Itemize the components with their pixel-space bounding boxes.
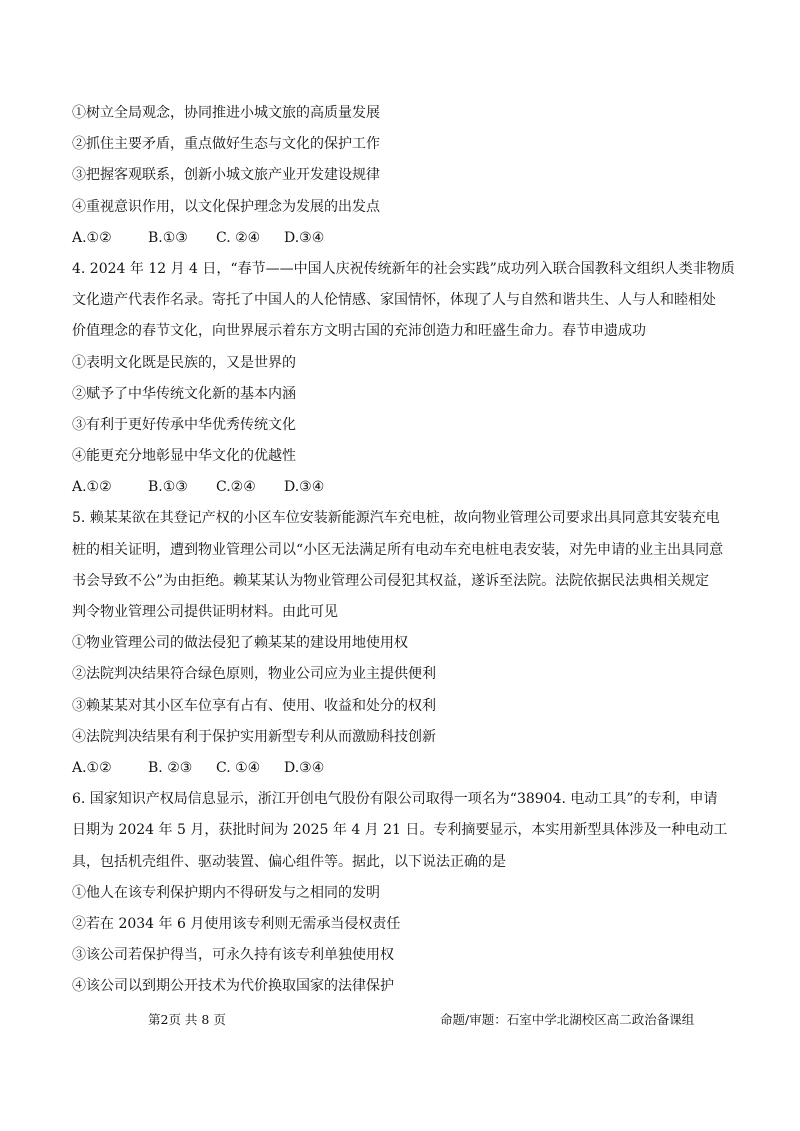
author-credit: 命题/审题：石室中学北湖校区高二政治备课组	[440, 1012, 695, 1027]
stem-line: 文化遗产代表作名录。寄托了中国人的人伦情感、家国情怀，体现了人与自然和谐共生、人与人和睦相处	[72, 292, 716, 309]
statement-3: ③有利于更好传承中华优秀传统文化	[72, 416, 296, 433]
option-a: A.①②	[72, 759, 112, 776]
statement-4: ④能更充分地彰显中华文化的优越性	[72, 448, 296, 465]
stem-line: 5. 赖某某欲在其登记产权的小区车位安装新能源汽车充电桩，故向物业管理公司要求出具同意其安装充电	[72, 510, 720, 527]
question-4-stem	[72, 254, 735, 348]
page-content	[72, 98, 735, 1002]
statement-1: ①表明文化既是民族的，又是世界的	[72, 354, 296, 371]
statement-3: ③该公司若保护得当，可永久持有该专利单独使用权	[72, 947, 394, 964]
stem-line: 桩的相关证明，遭到物业管理公司以“小区无法满足所有电动车充电桩电表安装，对先申请的业主出具同意	[72, 541, 724, 558]
statement-4: ④重视意识作用，以文化保护理念为发展的出发点	[72, 198, 380, 215]
question-4-options	[72, 472, 732, 503]
question-5-statements	[72, 628, 732, 753]
statement-2: ②法院判决结果符合绿色原则，物业公司应为业主提供便利	[72, 666, 436, 683]
statement-2: ②赋予了中华传统文化新的基本内涵	[72, 385, 296, 402]
question-6-statements	[72, 878, 732, 1003]
question-3-options	[72, 223, 732, 254]
option-c: C. ②④	[216, 229, 261, 246]
question-5-stem	[72, 503, 732, 628]
stem-line: 价值理念的春节文化，向世界展示着东方文明古国的充沛创造力和旺盛生命力。春节申遗成功	[72, 323, 646, 340]
option-a: A.①②	[72, 479, 112, 496]
stem-line: 日期为 2024 年 5 月，获批时间为 2025 年 4 月 21 日。专利摘要显示，本实用新型具体涉及一种电动工	[72, 822, 728, 839]
stem-line: 书会导致不公”为由拒绝。赖某某认为物业管理公司侵犯其权益，遂诉至法院。法院依据民法典相关规定	[72, 572, 710, 589]
statement-4: ④该公司以到期公开技术为代价换取国家的法律保护	[72, 978, 394, 995]
statement-3: ③把握客观联系，创新小城文旅产业开发建设规律	[72, 167, 380, 184]
statement-4: ④法院判决结果有利于保护实用新型专利从而激励科技创新	[72, 728, 436, 745]
statement-2: ②抓住主要矛盾，重点做好生态与文化的保护工作	[72, 136, 380, 153]
option-b: B. ②③	[148, 759, 193, 776]
question-4-statements	[72, 348, 732, 473]
option-d: D.③④	[284, 479, 325, 496]
option-c: C. ①④	[216, 759, 261, 776]
question-6-stem	[72, 784, 732, 878]
statement-1: ①他人在该专利保护期内不得研发与之相同的发明	[72, 884, 380, 901]
stem-line: 6. 国家知识产权局信息显示，浙江开创电气股份有限公司取得一项名为“38904. 电动工具”的专利，申请	[72, 791, 718, 808]
option-d: D.③④	[284, 229, 325, 246]
stem-line: 4. 2024 年 12 月 4 日，“春节——中国人庆祝传统新年的社会实践”成功列入联合国教科文组织人类非物质	[72, 260, 735, 277]
option-b: B.①③	[148, 479, 188, 496]
option-c: C.②④	[216, 479, 256, 496]
option-d: D.③④	[284, 759, 325, 776]
question-5-options	[72, 753, 732, 784]
option-a: A.①②	[72, 229, 112, 246]
stem-line: 具，包括机壳组件、驱动装置、偏心组件等。据此，以下说法正确的是	[72, 853, 506, 870]
statement-3: ③赖某某对其小区车位享有占有、使用、收益和处分的权利	[72, 697, 436, 714]
statement-1: ①物业管理公司的做法侵犯了赖某某的建设用地使用权	[72, 635, 408, 652]
statement-2: ②若在 2034 年 6 月使用该专利则无需承当侵权责任	[72, 915, 401, 932]
option-b: B.①③	[148, 229, 188, 246]
question-3-statements	[72, 98, 732, 223]
statement-1: ①树立全局观念，协同推进小城文旅的高质量发展	[72, 105, 380, 121]
page-number: 第2页 共 8 页	[148, 1012, 226, 1027]
stem-line: 判令物业管理公司提供证明材料。由此可见	[72, 604, 338, 620]
